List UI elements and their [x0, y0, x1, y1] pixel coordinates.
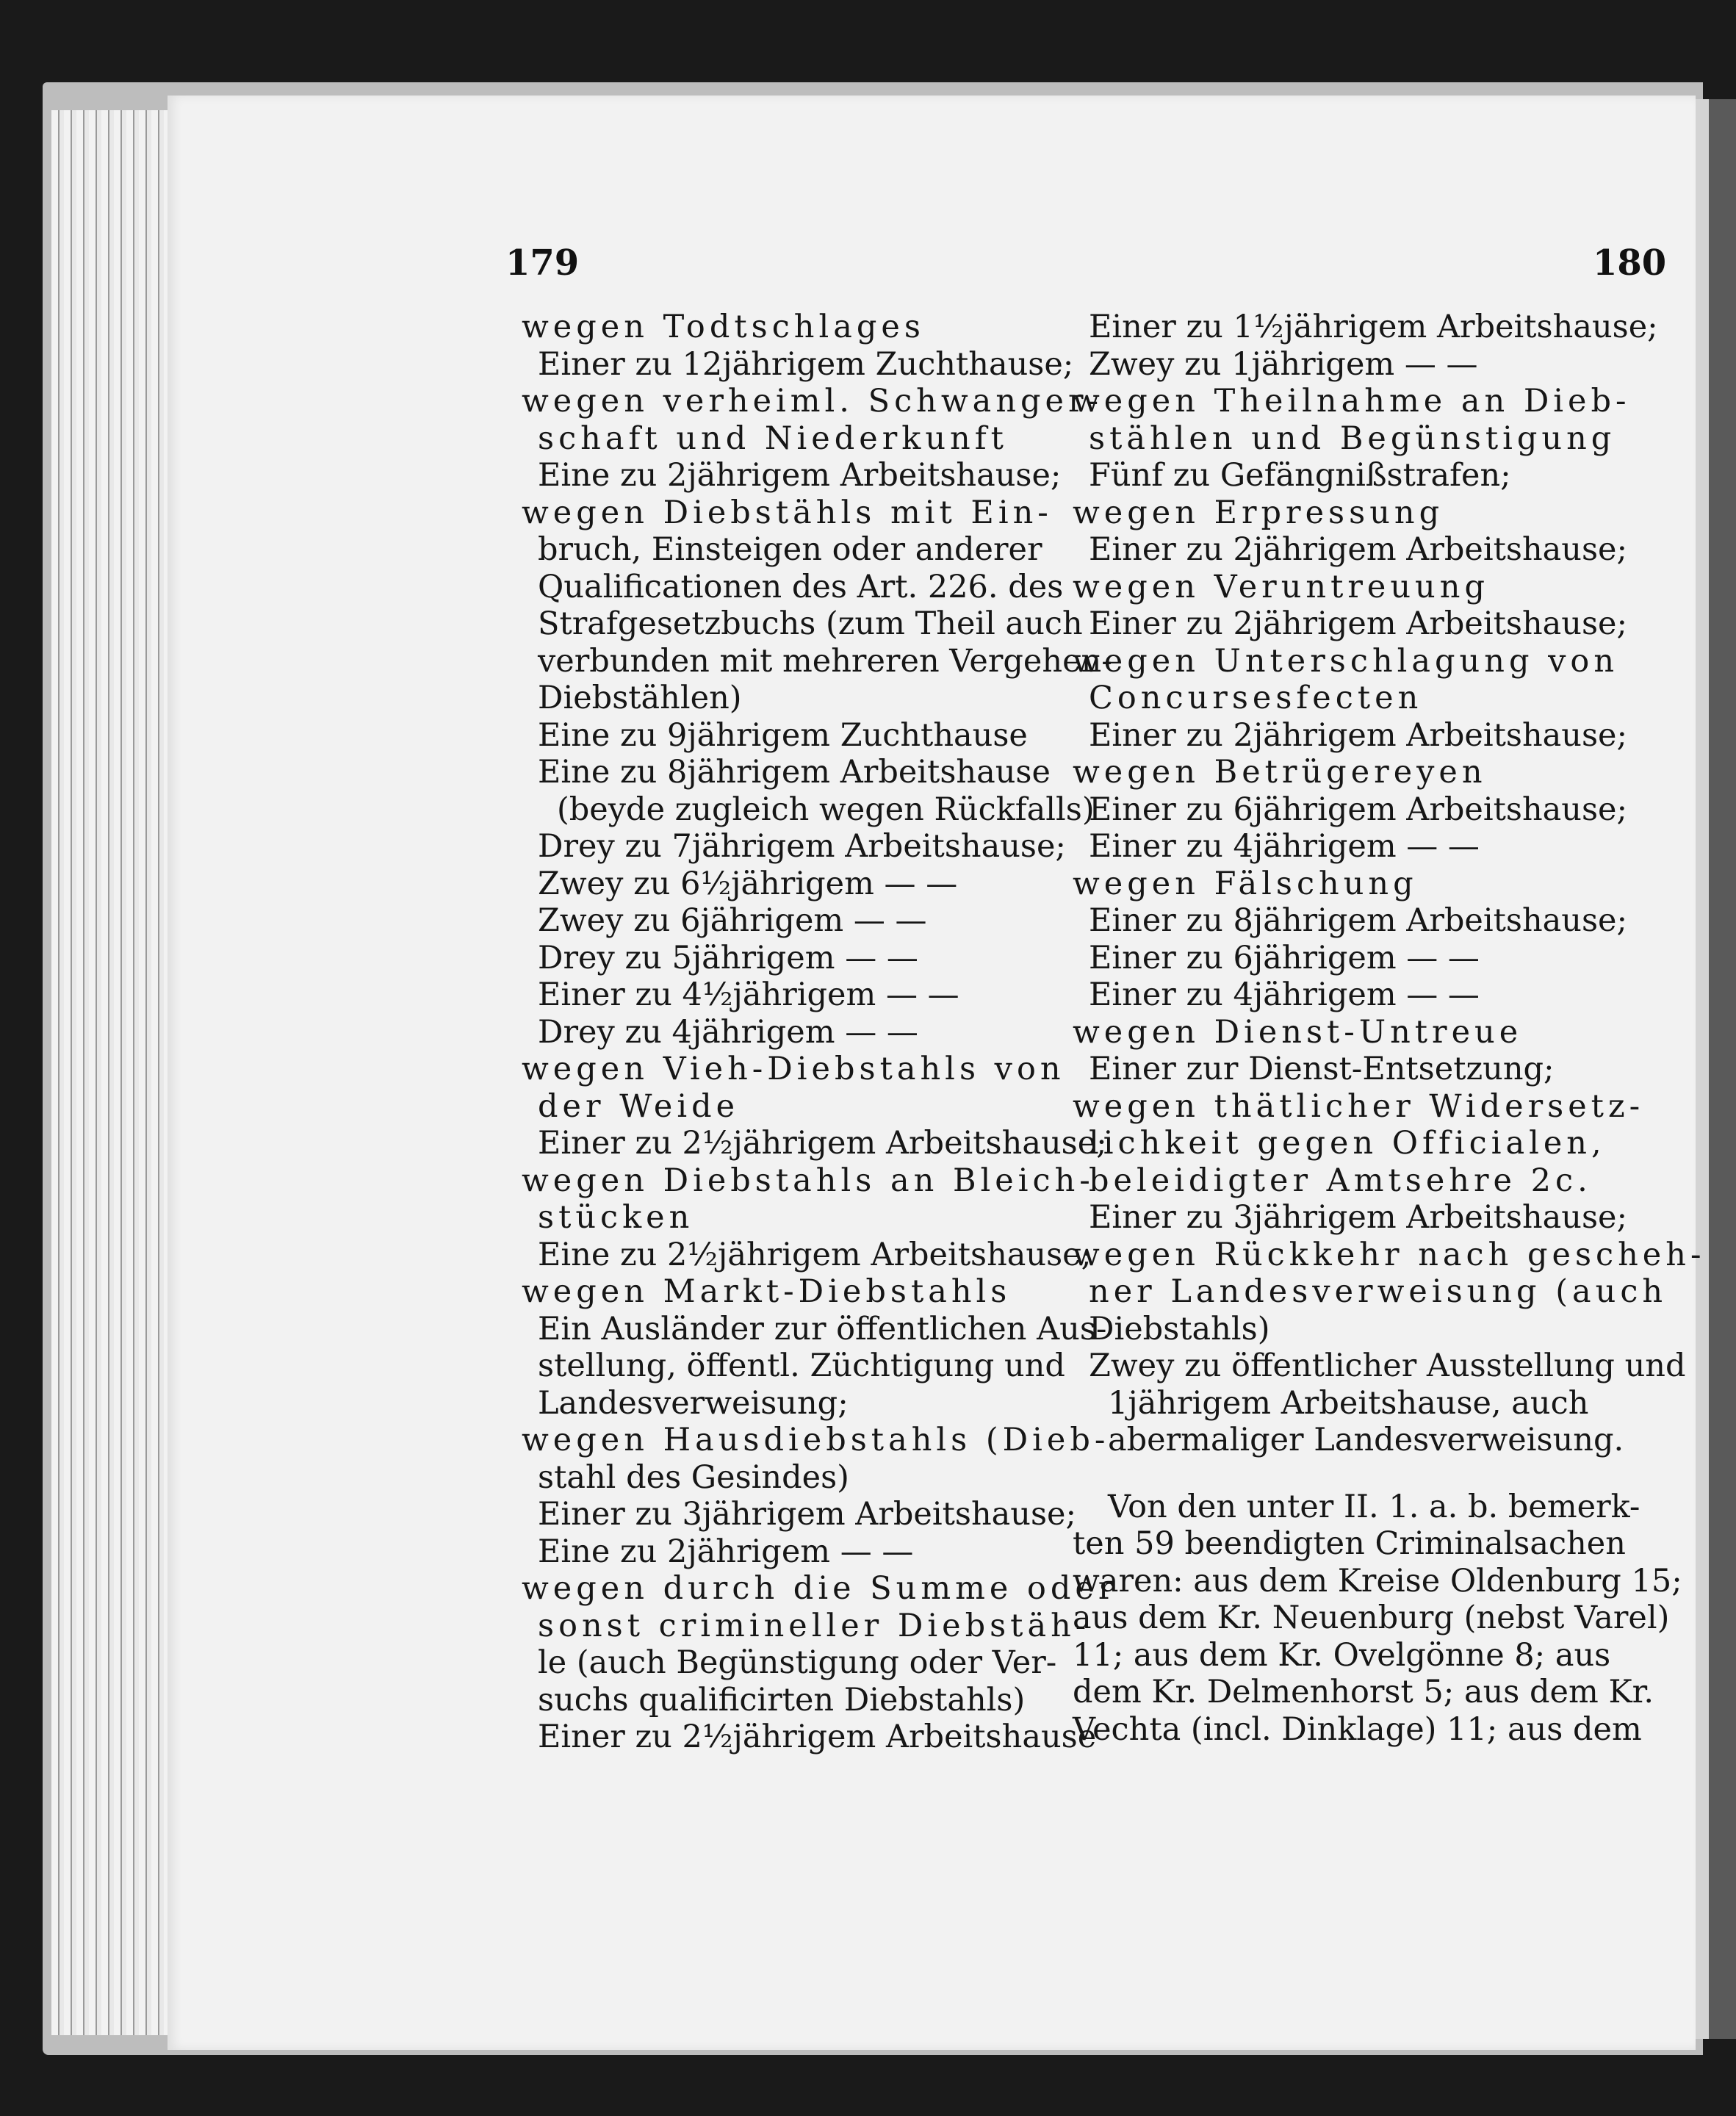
text-line: Einer zu 1½jährigem Arbeitshause;: [1089, 309, 1658, 345]
text-line: Qualificationen des Art. 226. des: [538, 568, 1064, 605]
text-line: Einer zu 2jährigem Arbeitshause;: [1089, 716, 1627, 754]
text-line: Strafgesetzbuchs (zum Theil auch: [538, 605, 1083, 642]
text-line: Drey zu 4jährigem — —: [538, 1013, 918, 1051]
text-line: wegen Fälschung: [1073, 865, 1418, 902]
text-line: wegen Diebstähls mit Ein-: [522, 494, 1053, 531]
text-line: wegen Veruntreuung: [1073, 568, 1489, 605]
text-line: wegen Betrügereyen: [1073, 754, 1487, 791]
text-line: sonst crimineller Diebstäh-: [538, 1607, 1091, 1644]
text-line: schaft und Niederkunft: [538, 420, 1008, 457]
text-line: stellung, öffentl. Züchtigung und: [538, 1347, 1065, 1384]
text-line: Einer zu 4½jährigem — —: [538, 976, 959, 1013]
text-line: wegen Hausdiebstahls (Dieb-: [522, 1422, 1110, 1458]
text-line: stücken: [538, 1199, 694, 1236]
text-line: abermaliger Landesverweisung.: [1108, 1422, 1624, 1458]
text-line: wegen Dienst-Untreue: [1073, 1013, 1523, 1051]
text-line: der Weide: [538, 1087, 740, 1125]
text-line: stählen und Begünstigung: [1089, 420, 1616, 457]
text-line: ner Landesverweisung (auch: [1089, 1273, 1668, 1310]
text-line: wegen Unterschlagung von: [1073, 642, 1619, 680]
text-line: suchs qualificirten Diebstahls): [538, 1681, 1026, 1719]
text-line: Zwey zu 6jährigem — —: [538, 902, 927, 939]
text-line: wegen thätlicher Widersetz-: [1073, 1087, 1645, 1125]
text-line: Eine zu 2jährigem Arbeitshause;: [538, 457, 1062, 494]
text-line: Einer zur Dienst-Entsetzung;: [1089, 1051, 1555, 1087]
text-line: stahl des Gesindes): [538, 1458, 849, 1496]
text-line: Einer zu 3jährigem Arbeitshause;: [1089, 1199, 1627, 1236]
text-line: Einer zu 2½jährigem Arbeitshause: [538, 1719, 1097, 1755]
text-line: Eine zu 8jährigem Arbeitshause: [538, 754, 1051, 791]
paragraph-line: Von den unter II. 1. a. b. bemerk-: [1108, 1488, 1640, 1525]
page-number-right: 180: [1593, 242, 1667, 284]
text-line: Zwey zu 6½jährigem — —: [538, 865, 958, 902]
text-line: Fünf zu Gefängnißstrafen;: [1089, 457, 1511, 494]
text-line: Einer zu 6jährigem — —: [1089, 939, 1480, 976]
text-line: Ein Ausländer zur öffentlichen Aus-: [538, 1310, 1107, 1347]
text-line: Landesverweisung;: [538, 1384, 849, 1422]
text-line: Drey zu 5jährigem — —: [538, 939, 918, 976]
text-line: Einer zu 3jährigem Arbeitshause;: [538, 1496, 1076, 1533]
text-line: Eine zu 9jährigem Zuchthause: [538, 716, 1028, 754]
text-line: Einer zu 6jährigem Arbeitshause;: [1089, 791, 1627, 828]
text-line: Einer zu 2jährigem Arbeitshause;: [1089, 605, 1627, 642]
paragraph-line: ten 59 beendigten Criminalsachen: [1073, 1525, 1626, 1562]
paragraph-line: 11; aus dem Kr. Ovelgönne 8; aus: [1073, 1636, 1611, 1674]
text-line: Einer zu 4jährigem — —: [1089, 828, 1480, 865]
text-line: Einer zu 4jährigem — —: [1089, 976, 1480, 1013]
text-line: le (auch Begünstigung oder Ver-: [538, 1644, 1057, 1681]
text-line: wegen Vieh-Diebstahls von: [522, 1051, 1065, 1087]
text-line: Einer zu 2jährigem Arbeitshause;: [1089, 531, 1627, 568]
right-column: [1073, 309, 1705, 1748]
text-line: (beyde zugleich wegen Rückfalls): [557, 791, 1095, 828]
text-line: wegen Rückkehr nach gescheh-: [1073, 1236, 1706, 1273]
paragraph-line: waren: aus dem Kreise Oldenburg 15;: [1073, 1562, 1682, 1599]
text-line: wegen Markt-Diebstahls: [522, 1273, 1012, 1310]
text-line: wegen durch die Summe oder: [522, 1570, 1118, 1607]
page-number-left: 179: [505, 242, 580, 284]
text-line: Zwey zu öffentlicher Ausstellung und: [1089, 1347, 1686, 1384]
text-line: beleidigter Amtsehre 2c.: [1089, 1162, 1592, 1199]
left-column: [522, 309, 1117, 1756]
text-line: 1jährigem Arbeitshause, auch: [1108, 1384, 1589, 1422]
paragraph-line: Vechta (incl. Dinklage) 11; aus dem: [1073, 1710, 1642, 1748]
text-line: Eine zu 2jährigem — —: [538, 1533, 914, 1570]
text-line: Einer zu 2½jährigem Arbeitshause;: [538, 1125, 1107, 1162]
text-line: verbunden mit mehreren Vergehen-: [538, 642, 1112, 680]
paragraph-gap: [1073, 1459, 1705, 1489]
text-line: Zwey zu 1jährigem — —: [1089, 345, 1478, 383]
text-line: wegen Todtschlages: [522, 309, 925, 345]
text-line: wegen verheiml. Schwanger-: [522, 383, 1103, 420]
text-line: Einer zu 8jährigem Arbeitshause;: [1089, 902, 1627, 939]
paragraph-line: dem Kr. Delmenhorst 5; aus dem Kr.: [1073, 1674, 1654, 1710]
text-line: wegen Diebstahls an Bleich-: [522, 1162, 1095, 1199]
text-line: Diebstahls): [1089, 1310, 1270, 1347]
text-line: lichkeit gegen Officialen,: [1089, 1125, 1606, 1162]
text-line: wegen Erpressung: [1073, 494, 1444, 531]
text-line: wegen Theilnahme an Dieb-: [1073, 383, 1631, 420]
paragraph-line: aus dem Kr. Neuenburg (nebst Varel): [1073, 1599, 1670, 1636]
text-line: Diebstählen): [538, 680, 742, 716]
text-line: Drey zu 7jährigem Arbeitshause;: [538, 828, 1066, 865]
text-line: Concursesfecten: [1089, 680, 1423, 716]
text-line: Einer zu 12jährigem Zuchthause;: [538, 345, 1074, 383]
text-line: Eine zu 2½jährigem Arbeitshause;: [538, 1236, 1092, 1273]
text-line: bruch, Einsteigen oder anderer: [538, 531, 1042, 568]
